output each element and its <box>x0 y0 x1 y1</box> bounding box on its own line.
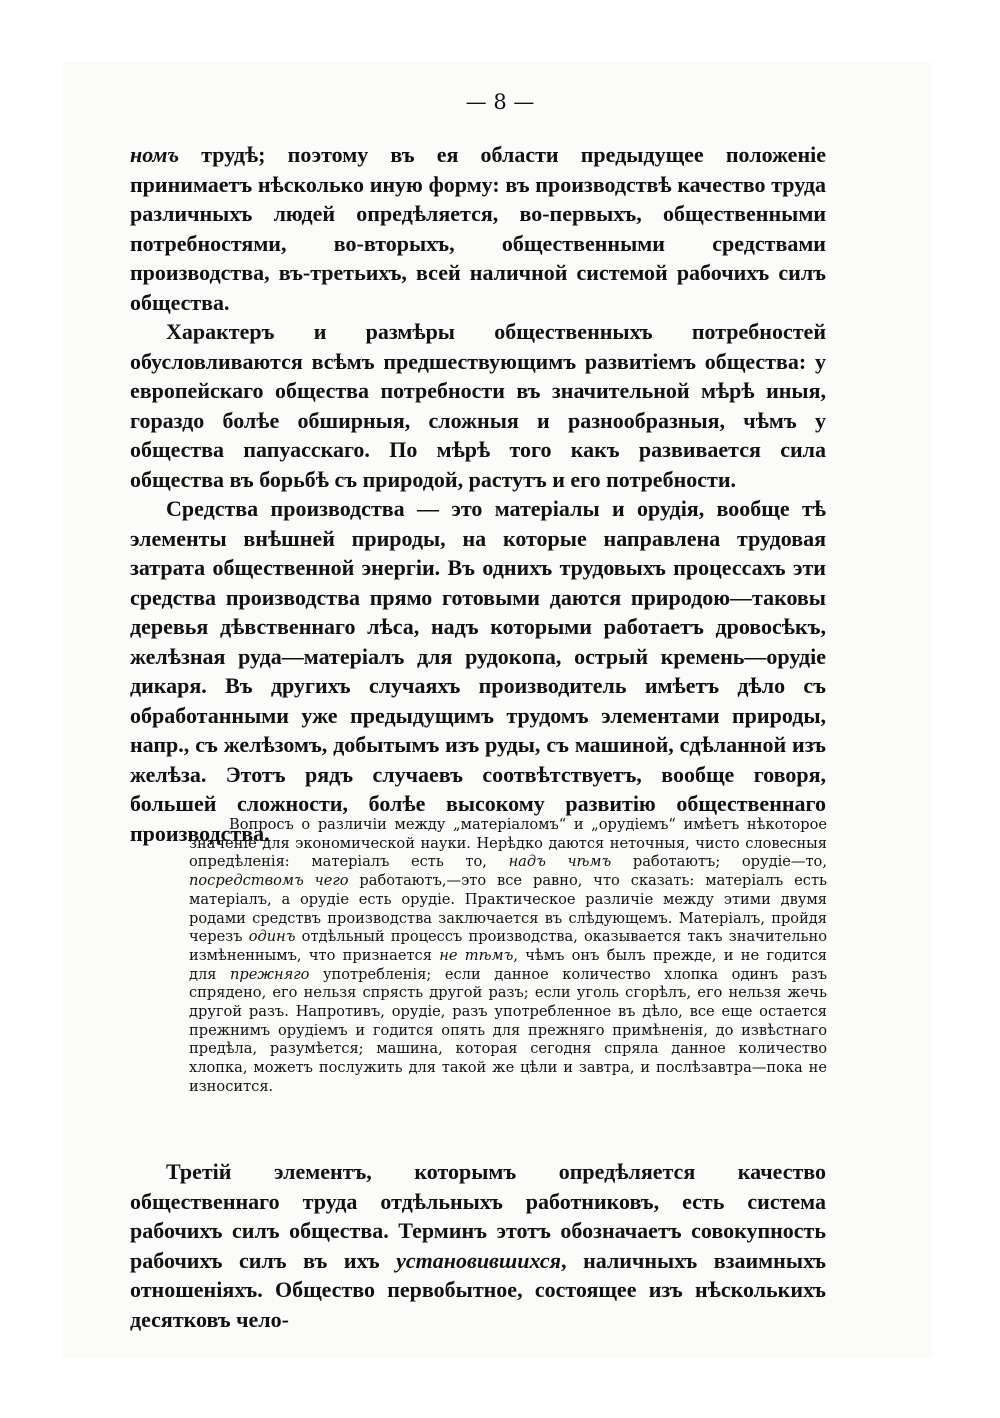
main-text-bottom <box>130 1157 826 1334</box>
italic-phrase: надъ чѣмъ <box>508 853 612 871</box>
italic-word: установившихся <box>396 1247 562 1273</box>
main-text-top <box>130 140 826 848</box>
paragraph-continuation <box>130 140 826 317</box>
paragraph-text: трудѣ; поэтому въ ея области предыдущее положеніе принимаетъ нѣсколько иную форму: въ производствѣ качество труда различныхъ людей опредѣляется, во-первыхъ, общественными потребностями, во-вторыхъ, общественными средствами производства, въ-третьихъ, всей наличной системой рабочихъ силъ общества. <box>130 142 826 315</box>
italic-phrase: прежняго <box>230 965 310 983</box>
italic-phrase: не тѣмъ <box>439 946 514 964</box>
paragraph-needs: Характеръ и размѣры общественныхъ потребностей обусловливаются всѣмъ предшествующимъ развитіемъ общества: у европейскаго общества потребности въ значительной мѣрѣ иныя, гораздо болѣе обширныя, сложныя и разнообразныя, чѣмъ у общества папуасскаго. По мѣрѣ того какъ развивается сила общества въ борьбѣ съ природой, растутъ и его потребности. <box>130 319 826 492</box>
paragraph-means-of-production: Средства производства — это матеріалы и орудія, вообще тѣ элементы внѣшней природы, на которые направлена трудовая затрата общественной энергіи. Въ однихъ трудовыхъ процессахъ эти средства производства прямо готовыми даются природою—таковы деревья дѣвственнаго лѣса, надъ которыми работаетъ дровосѣкъ, желѣзная руда—матеріалъ для рудокопа, острый кремень—орудіе дикаря. Въ другихъ случаяхъ производитель имѣетъ дѣло съ обработанными уже предыдущимъ трудомъ элементами природы, напр., съ желѣзомъ, добытымъ изъ руды, съ машиной, сдѣланной изъ желѣза. Этотъ рядъ случаевъ соотвѣтствуетъ, вообще говоря, большей сложности, болѣе высокому развитію общественнаго производства. <box>130 496 826 846</box>
italic-phrase: одинъ <box>248 928 296 946</box>
italic-phrase: посредствомъ чего <box>189 872 349 890</box>
paragraph-labor-forces: Третій элементъ, которымъ опредѣляется качество общественнаго труда отдѣльныхъ работниковъ, есть система рабочихъ силъ общества. Терминъ этотъ обозначаетъ совокупность рабочихъ силъ въ ихъ установившихся, наличныхъ взаимныхъ отношеніяхъ. Общество первобытное, состоящее изъ нѣсколькихъ десятковъ чело- <box>130 1159 826 1332</box>
footnote-text: Вопросъ о различіи между „матеріаломъ“ и „орудіемъ“ имѣетъ нѣкоторое значеніе для экономической науки. Нерѣдко даются неточныя, чисто словесныя опредѣленія: матеріалъ есть то, надъ чѣмъ работаютъ; орудіе—то, посредствомъ чего работаютъ,—это все равно, что сказать: матеріалъ есть матеріалъ, а орудіе есть орудіе. Практическое различіе между этими двумя родами средствъ производства заключается въ слѣдующемъ. Матеріалъ, пройдя черезъ одинъ отдѣльный процессъ производства, оказывается такъ значительно измѣненнымъ, что признается не тѣмъ, чѣмъ онъ былъ прежде, и не годится для прежняго употребленія; если данное количество хлопка одинъ разъ спрядено, его нельзя спрясть другой разъ; если уголь сгорѣлъ, его нельзя жечь другой разъ. Напротивъ, орудіе, разъ употребленное въ дѣло, все еще остается прежнимъ орудіемъ и годится опять для прежняго примѣненія, до извѣстнаго предѣла, разумѣется; машина, которая сегодня спряла данное количество хлопка, можетъ послужить для такой же цѣли и завтра, и послѣзавтра—пока не износится. <box>189 816 828 1095</box>
italic-word: номъ <box>130 142 180 167</box>
footnote <box>189 816 827 1097</box>
page-number: — 8 — <box>465 90 535 114</box>
